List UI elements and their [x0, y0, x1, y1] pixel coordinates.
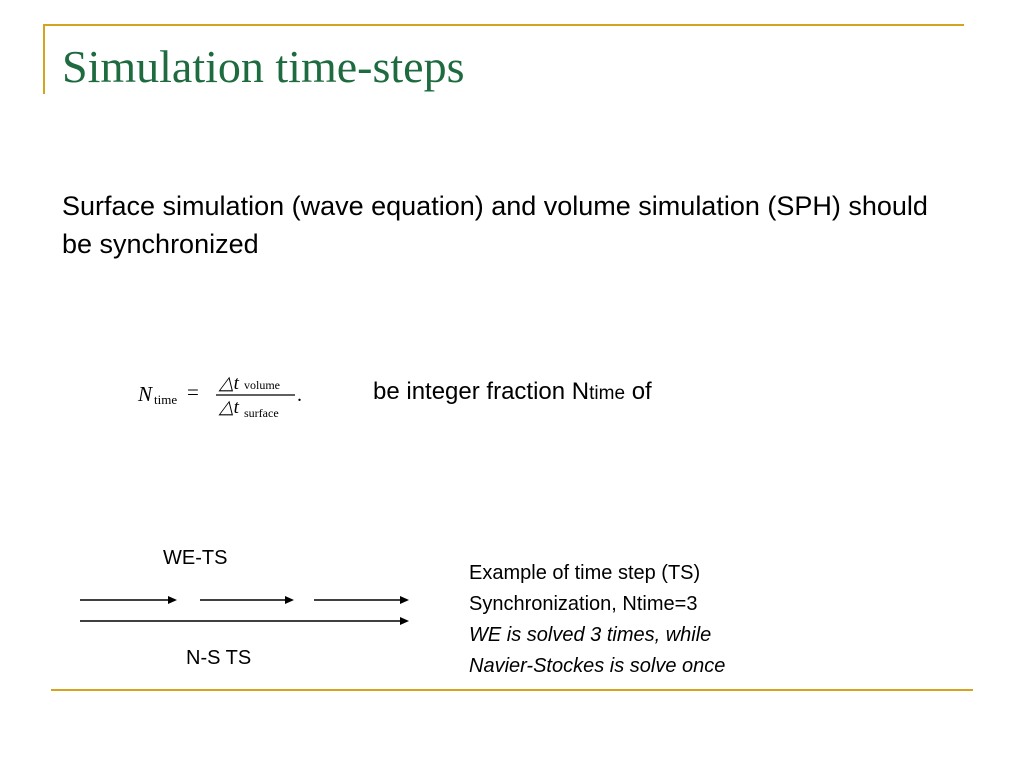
formula-denominator-symbol: △t: [219, 397, 239, 418]
formula-period: .: [297, 384, 302, 406]
timestep-arrows: [76, 588, 416, 632]
formula-denominator-subscript: surface: [244, 406, 279, 420]
we-arrow-2-head: [285, 596, 294, 604]
integer-text-suffix: of: [625, 378, 652, 405]
formula-lhs-symbol: N: [138, 382, 153, 406]
ns-arrow-head: [400, 617, 409, 625]
frame-bottom-rule: [51, 689, 973, 691]
integer-fraction-text: [373, 378, 652, 406]
example-text-block: [469, 558, 725, 682]
slide-title: Simulation time-steps: [62, 41, 465, 92]
formula-numerator-subscript: volume: [244, 378, 280, 392]
body-text: Surface simulation (wave equation) and volume simulation (SPH) should be synchronized: [62, 191, 928, 259]
we-arrow-1-head: [168, 596, 177, 604]
frame-top-rule: [43, 24, 964, 26]
we-ts-label: WE-TS: [163, 547, 228, 569]
ns-ts-label: N-S TS: [186, 647, 252, 669]
frame-left-rule: [43, 24, 45, 94]
example-line-2: Synchronization, Ntime=3: [469, 593, 698, 615]
ntime-formula: [135, 368, 315, 424]
formula-equals: =: [187, 380, 199, 404]
example-line-3: WE is solved 3 times, while: [469, 624, 712, 646]
formula-lhs-subscript: time: [154, 392, 178, 407]
integer-text-prefix: be integer fraction N: [373, 378, 590, 405]
integer-text-subscript: time: [589, 383, 626, 404]
example-line-1: Example of time step (TS): [469, 562, 701, 584]
example-line-4: Navier-Stockes is solve once: [469, 655, 726, 677]
formula-numerator-symbol: △t: [219, 373, 239, 394]
we-arrow-3-head: [400, 596, 409, 604]
